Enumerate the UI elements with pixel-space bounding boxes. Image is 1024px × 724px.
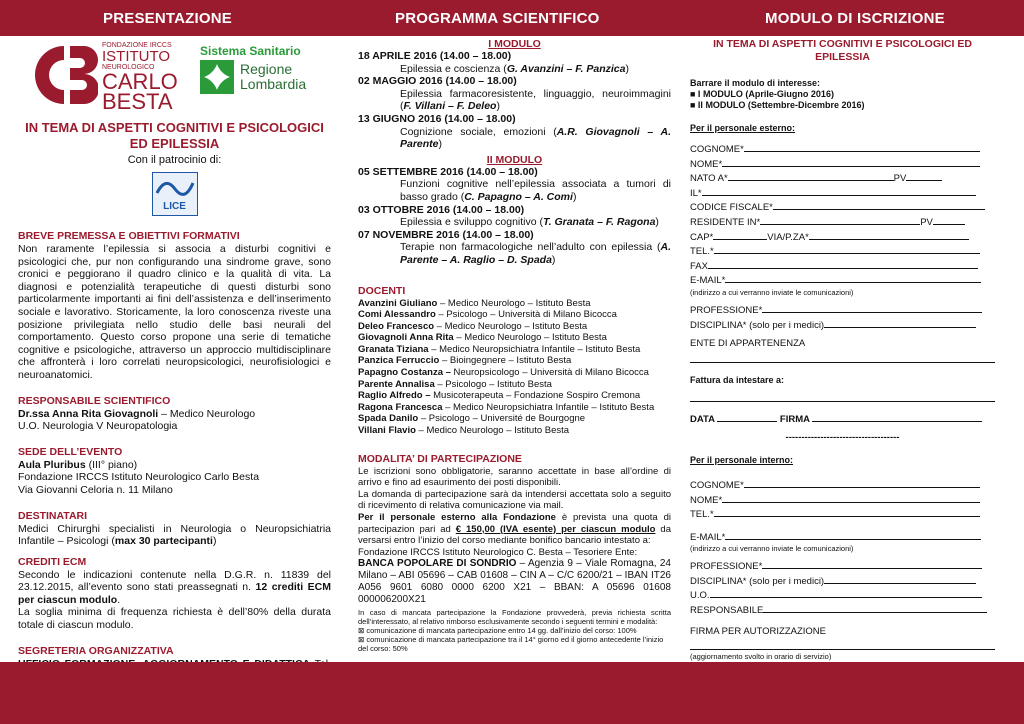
fax-field[interactable] [690,259,995,274]
cognome-field-ext[interactable] [690,142,995,157]
docente-name: Parente Annalisa [358,378,435,390]
docente-role: – Bioingegnere – Istituto Besta [439,355,572,367]
besta-l2: ISTITUTO [102,48,171,65]
docente-role: – Medico Neuropsichiatra Infantile – Istituto Besta [428,343,641,355]
responsabile-heading: RESPONSABILE SCIENTIFICO [18,394,171,407]
modulo-title: IN TEMA DI ASPETTI COGNITIVI E PSICOLOGICI ED EPILESSIA [713,38,972,63]
docente-role: – Psicologo – Istituto Besta [434,378,552,390]
docente-role: – Psicologo – Université de Bourgogne [418,413,586,425]
destinatari-text [18,523,331,548]
cap-label: CAP* [690,231,714,243]
cf-label: CODICE FISCALE* [690,202,773,214]
regione-lombardia-icon [200,60,234,94]
tel-label: TEL.* [690,246,714,258]
dest-b: max 30 partecipanti [114,535,213,548]
cancel-text: In caso di mancata partecipazione la Fondazione provvederà, previa richiesta scritta dell’interessato, al relativo rimborso esclusivamente secondo i seguenti termini e modalità: [358,608,671,627]
docente-row [358,298,671,310]
regione-lombardia-text [240,62,306,92]
session-m1-end: ) [625,62,629,75]
session-m1-speakers: A.R. Giovagnoli – A. Parente [400,125,671,151]
session-m1-speakers: F. Villani – F. Deleo [403,100,497,113]
cap-field[interactable] [690,230,995,245]
docente-name: Granata Tiziana [358,343,429,355]
modulo1-heading: I MODULO [488,38,541,50]
docente-row [358,425,671,437]
interno-heading: Per il personale interno: [690,454,794,465]
responsabile-role: – Medico Neurologo [158,407,256,420]
disciplina-field-int[interactable] [690,574,995,589]
disciplina-field-ext[interactable] [690,318,995,333]
disc-label-int: DISCIPLINA* (solo per i medici) [690,575,825,587]
pv-label-2: PV [920,216,933,228]
sede-line2: Fondazione IRCCS Istituto Neurologico Carlo Besta [18,471,260,484]
header-presentazione: PRESENTAZIONE [103,10,233,27]
dest-a: Medici Chirurghi specialisti in Neurologia o Neuropsichiatria Infantile – Psicologi ( [18,522,331,548]
prof-label-int: PROFESSIONE* [690,561,763,573]
docente-name: Villani Flavio [358,425,416,437]
besta-l1: FONDAZIONE IRCCS [102,42,172,49]
aggiornamento-note: (aggiornamento svolto in orario di servizio) [690,652,832,662]
mod-p3b: è prevista una quota di partecipazion pari ad [358,512,671,535]
sede-name: Aula Pluribus [18,458,86,471]
x-bullet-icon: ⊠ [358,626,367,636]
mod-p3c: € 150,00 (IVA esente) per ciascun modulo [455,523,656,535]
option-modulo-2[interactable]: ■ II MODULO (Settembre-Dicembre 2016) [690,100,865,110]
tel-field-ext[interactable] [690,244,995,259]
docente-role: – Medico Neurologo – Istituto Besta [437,297,591,309]
header-programma: PROGRAMMA SCIENTIFICO [395,10,600,27]
docente-row [358,309,671,321]
modalita-p2: La domanda di partecipazione sarà da intendersi accettata solo a seguito di ricevimento di relativa comunicazione via mail. [358,488,671,512]
sede-line1 [18,459,331,472]
cancel-1: comunicazione di mancata partecipazione entro 14 gg. dall’inizio del corso: 100% [366,626,637,636]
email-field-int[interactable] [690,530,995,545]
nome-field-ext[interactable] [690,157,995,172]
regione-a: Regione [240,61,293,77]
tel-label-int: TEL.* [690,509,714,521]
session-m1-date: 13 GIUGNO 2016 (14.00 – 18.00) [358,112,516,125]
firma-label: FIRMA [779,413,810,425]
session-m1-speakers: G. Avanzini – F. Panzica [506,62,626,75]
dest-c: ) [212,535,217,548]
uo-label: U.O. [690,590,710,602]
email-label: E-MAIL* [690,275,726,287]
session-m1-item [358,88,671,113]
patrocinio-label: Con il patrocinio di: [127,154,222,166]
pv-label: PV [893,173,907,185]
column-modulo [690,36,995,724]
docente-row [358,390,671,402]
modalita-heading: MODALITA’ DI PARTECIPAZIONE [358,452,522,465]
column-presentazione [18,36,331,724]
docente-name: Spada Danilo [358,413,419,425]
session-m2-topic: Funzioni cognitive nell’epilessia associata a tumori di basso grado ( [400,178,671,203]
data-firma-ext[interactable] [690,412,995,427]
uo-field[interactable] [690,588,995,603]
docente-row [358,367,671,379]
modalita-p4: Fondazione IRCCS Istituto Neurologico C. Besta – Tesoriere Ente: [358,546,638,558]
nato-field[interactable] [690,171,995,186]
separator: ------------------------------------ [785,432,900,444]
docente-name: Deleo Francesco [358,320,435,332]
docente-name: Avanzini Giuliano [358,297,438,309]
sede-heading: SEDE DELL’EVENTO [18,445,123,458]
docente-name: Ragona Francesca [358,401,443,413]
docente-role: – Medico Neurologo – Istituto Besta [453,332,607,344]
modulo2-sessions [358,166,671,267]
cancel-item-2 [358,635,671,653]
session-m2-topic: Epilessia e sviluppo cognitivo ( [400,216,543,229]
ente-label: ENTE DI APPARTENENZA [690,338,806,350]
session-m2-speakers: C. Papagno – A. Comi [464,190,573,203]
session-m2-date: 03 OTTOBRE 2016 (14.00 – 18.00) [358,203,525,216]
ente-input-line[interactable] [690,351,995,363]
nome-label-int: NOME* [690,494,723,506]
ecm-b: 12 crediti ECM per ciascun modulo [18,581,331,606]
fax-label: FAX [690,260,708,272]
premessa-text: Non raramente l’epilessia si associa a disturbi cognitivi e psicologici che, pur non configurando una sindrome grave, sono cronici e peggiorano il quadro clinico e la qualità di vita. La diagnosi e potenzialità terapeutiche di questi disturbi sono particolarmente importanti ai fini dell’assistenza e dell’inserimento sociale e lavorativo. Storicamente, la loro conoscenza riveste una posizione privilegiata nello studio delle basi neurali del comportamento. Questo corso propone una serie di tematiche cognitive e psicologiche, attraverso un approccio multidisciplinare che affronterà i loro correlati neuropsicologici, neurofisiologici e neuroanatomici. [18,243,331,381]
footer-bar [0,662,1024,724]
docente-row [358,355,671,367]
session-m2-topic: Terapie non farmacologiche nell’adulto con epilessia ( [400,241,661,254]
fattura-input-line[interactable] [690,390,995,402]
sistema-sanitario-label: Sistema Sanitario [200,44,301,58]
bank-b: – Agenzia 9 – Viale Romagna, 24 Milano – ABI 05696 – CAB 01608 – CIN A – C/C 6200/21 – IBAN IT26 A056 9601 6080 0000 6200 X21 – BBAN: A 05696 01608 000006200X21 [358,558,671,606]
il-field[interactable] [690,186,995,201]
via-label: VIA/P.ZA* [767,231,809,243]
modulo1-sessions [358,50,671,151]
email-field-ext[interactable] [690,273,995,288]
presentazione-title: IN TEMA DI ASPETTI COGNITIVI E PSICOLOGICI ED EPILESSIA [25,120,324,151]
docente-name: Giovagnoli Anna Rita [358,332,454,344]
header-modulo: MODULO DI ISCRIZIONE [765,10,945,27]
docente-role: Neuropsicologo – Università di Milano Bicocca [450,367,649,379]
data-label: DATA [690,413,715,425]
sede-line3: Via Giovanni Celoria n. 11 Milano [18,483,173,496]
nome-field-int[interactable] [690,493,995,508]
docente-row [358,332,671,344]
session-m2-item [358,241,671,266]
besta-l4a: CARLO [102,69,178,94]
docenti-heading: DOCENTI [358,284,406,297]
ecm-c: . [117,593,121,606]
nato-label: NATO A* [690,173,728,185]
prof-label: PROFESSIONE* [690,304,763,316]
residente-label: RESIDENTE IN* [690,216,761,228]
ecm-a: Secondo le indicazioni contenute nella D.G.R. n. 11839 del 23.12.2015, all’evento sono stati preassegnati n. [18,568,331,594]
cancel-item-1 [358,626,671,635]
email-note-int: (indirizzo a cui verranno inviate le comunicazioni) [690,544,854,554]
resp-label: RESPONSABILE [690,605,764,617]
barrare-label: Barrare il modulo di interesse: [690,78,821,88]
responsabile-line [18,408,331,421]
docente-name: Comi Alessandro [358,309,436,321]
besta-l3: NEUROLOGICO [102,64,155,71]
session-m1-item [358,126,671,151]
esterno-heading: Per il personale esterno: [690,123,796,133]
docente-row [358,379,671,391]
option-modulo-1[interactable]: ■ I MODULO (Aprile-Giugno 2016) [690,89,834,99]
docente-row [358,402,671,414]
ecm-text [18,569,331,607]
column-programma [358,36,671,724]
nome-label: NOME* [690,158,723,170]
lice-logo-icon [152,172,198,216]
docente-role: – Psicologo – Università di Milano Bicocca [435,309,617,321]
session-m2-item [358,216,671,229]
docente-role: – Medico Neurologo – Istituto Besta [434,320,588,332]
modulo2-heading: II MODULO [486,153,543,166]
session-m2-date: 07 NOVEMBRE 2016 (14.00 – 18.00) [358,228,534,241]
docente-name: Papagno Costanza – [358,367,451,379]
responsabile-field[interactable] [690,603,995,618]
header-bar [0,0,1024,36]
tel-field-int[interactable] [690,507,995,522]
segreteria-heading: SEGRETERIA ORGANIZZATIVA [18,644,174,657]
professione-field-int[interactable] [690,559,995,574]
codice-fiscale-field[interactable] [690,200,995,215]
lice-text: LICE [163,201,186,212]
cognome-label-int: COGNOME* [690,479,744,491]
docente-row [358,344,671,356]
docente-row [358,321,671,333]
docente-role: – Medico Neuropsichiatra Infantile – Istituto Besta [442,401,655,413]
docente-name: Raglio Alfredo – [358,390,431,402]
cognome-field-int[interactable] [690,478,995,493]
modalita-p3 [358,512,671,547]
responsabile-name: Dr.ssa Anna Rita Giovagnoli [18,407,159,420]
cognome-label: COGNOME* [690,144,744,155]
logo-row [18,36,331,116]
session-m2-speakers: A. Parente – A. Raglio – D. Spada [400,241,671,266]
session-m2-end: ) [572,190,577,203]
session-m1-date: 02 MAGGIO 2016 (14.00 – 18.00) [358,75,517,88]
il-label: IL* [690,187,702,199]
docente-role: – Medico Neurologo – Istituto Besta [415,425,570,437]
regione-b: Lombardia [240,76,307,92]
cancel-2: comunicazione di mancata partecipazione tra il 14° giorno ed il giorno antecedente l’inizio del corso: 50% [358,635,664,654]
fattura-label: Fattura da intestare a: [690,374,785,385]
lice-wave-icon [153,175,197,201]
disc-label: DISCIPLINA* (solo per i medici) [690,319,825,331]
ecm-soglia: La soglia minima di frequenza richiesta è dell’80% della durata totale di ciascun modulo. [18,606,331,632]
docente-role: Musicoterapeuta – Fondazione Sospiro Cremona [430,390,641,402]
email-label-int: E-MAIL* [690,531,726,543]
session-m1-item [358,63,671,76]
mod-p3a: Per il personale esterno alla Fondazione [358,512,556,523]
session-m1-topic: Cognizione sociale, emozioni ( [400,125,557,138]
session-m1-date: 18 APRILE 2016 (14.00 – 18.00) [358,50,512,62]
session-m2-end: ) [655,216,659,229]
session-m2-date: 05 SETTEMBRE 2016 (14.00 – 18.00) [358,165,538,178]
firma-autorizzazione-label: FIRMA PER AUTORIZZAZIONE [690,625,827,637]
ecm-heading: CREDITI ECM [18,555,87,568]
session-m2-item [358,178,671,203]
professione-field-ext[interactable] [690,303,995,318]
modalita-p1: Le iscrizioni sono obbligatorie, saranno accettate in base all’ordine di arrivo e fino ad esaurimento dei posti disponibili. [358,465,671,489]
besta-l4b: BESTA [102,89,173,114]
docente-name: Panzica Ferruccio [358,355,440,367]
mod-p3d: da versarsi entro l’inizio del corso mediante bonifico bancario intestato a: [358,523,671,547]
responsabile-unit: U.O. Neurologia V Neuropatologia [18,420,178,433]
session-m1-end: ) [438,138,443,151]
session-m1-end: ) [496,100,500,113]
bank-a: BANCA POPOLARE DI SONDRIO [358,558,517,570]
destinatari-heading: DESTINATARI [18,509,88,522]
banca-info [358,558,671,606]
docente-row [358,413,671,425]
docenti-list [358,298,671,437]
x-bullet-icon: ⊠ [358,635,367,645]
besta-logo-icon [34,42,98,108]
email-note-ext: (indirizzo a cui verranno inviate le comunicazioni) [690,287,854,297]
session-m1-topic: Epilessia farmacoresistente, linguaggio, neuroimmagini ( [400,87,671,113]
session-m2-speakers: T. Granata – F. Ragona [543,216,656,229]
residente-field[interactable] [690,215,995,230]
session-m2-end: ) [551,253,556,266]
sede-floor: (III° piano) [85,458,138,471]
firma-autorizzazione-line[interactable] [690,638,995,650]
session-m1-topic: Epilessia e coscienza ( [400,62,507,75]
premessa-heading: BREVE PREMESSA E OBIETTIVI FORMATIVI [18,230,240,242]
besta-logo-text [102,42,178,112]
